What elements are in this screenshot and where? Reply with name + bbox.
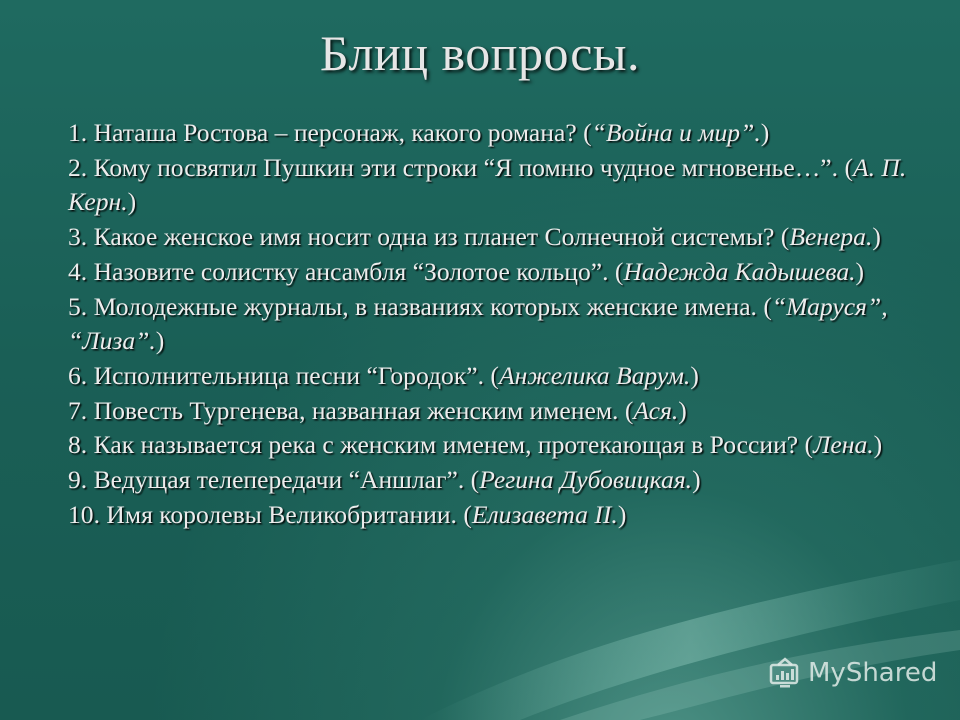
answer-close-paren: ) [872, 222, 881, 252]
question-item [68, 255, 908, 290]
myshared-logo-icon [768, 656, 802, 690]
answer-text: Венера. [789, 222, 873, 252]
answer-close-paren: ) [127, 187, 137, 217]
question-number: 5. [68, 291, 88, 321]
answer-text: Ася. [633, 395, 679, 425]
question-item [68, 498, 908, 533]
question-number: 8. [68, 430, 88, 460]
question-list [68, 116, 908, 532]
answer-open-paren: ( [583, 118, 592, 147]
answer-text: “Маруся”, “Лиза”. [68, 291, 888, 356]
question-number: 7. [68, 395, 88, 425]
answer-close-paren: ) [760, 118, 770, 147]
answer-open-paren: ( [780, 222, 790, 252]
answer-open-paren: ( [463, 499, 472, 529]
question-text: Как называется река с женским именем, протекающая в России? [87, 430, 805, 460]
question-text: Ведущая телепередачи “Аншлаг”. [87, 465, 471, 495]
watermark-label: MyShared [808, 658, 938, 688]
answer-open-paren: ( [490, 360, 499, 390]
answer-text: Регина Дубовицкая. [479, 465, 693, 495]
question-item [68, 428, 908, 463]
question-item [68, 116, 908, 151]
answer-close-paren: ) [873, 430, 883, 460]
question-number: 10. [68, 499, 100, 529]
question-text: Наташа Ростова – персонаж, какого романа? [87, 118, 584, 147]
question-text: Назовите солистку ансамбля “Золотое кольцо”. [87, 256, 615, 286]
question-number: 2. [68, 152, 88, 182]
question-item [68, 359, 908, 394]
answer-close-paren: ) [855, 256, 865, 286]
question-text: Повесть Тургенева, названная женским именем. [87, 395, 625, 425]
answer-text: Елизавета II. [471, 499, 618, 529]
answer-text: Лена. [813, 430, 874, 460]
question-text: Какое женское имя носит одна из планет Солнечной системы? [87, 222, 781, 252]
question-number: 3. [68, 222, 88, 252]
answer-open-paren: ( [844, 152, 853, 182]
question-item [68, 220, 908, 255]
slide-title: Блиц вопросы. [319, 25, 641, 81]
question-text: Молодежные журналы, в названиях которых женские имена. [87, 291, 764, 321]
answer-open-paren: ( [763, 291, 772, 321]
answer-open-paren: ( [470, 465, 480, 495]
question-text: Исполнительница песни “Городок”. [87, 360, 491, 390]
myshared-watermark[interactable] [768, 654, 937, 692]
question-number: 6. [68, 360, 88, 390]
answer-close-paren: ) [692, 465, 701, 495]
answer-close-paren: ) [678, 395, 687, 425]
answer-close-paren: ) [690, 360, 699, 390]
answer-text: Анжелика Варум. [498, 360, 691, 390]
question-text: Имя королевы Великобритании. [100, 499, 464, 529]
answer-text: А. П. Керн. [68, 152, 907, 217]
answer-close-paren: ) [617, 499, 627, 529]
answer-text: Надежда Кадышева. [623, 256, 856, 286]
question-number: 1. [68, 118, 88, 147]
question-item [68, 394, 908, 429]
question-text: Кому посвятил Пушкин эти строки “Я помню чудное мгновенье…”. [87, 152, 845, 182]
answer-close-paren: ) [155, 326, 165, 356]
answer-open-paren: ( [804, 430, 814, 460]
question-number: 4. [68, 256, 88, 286]
question-item [68, 463, 908, 498]
answer-open-paren: ( [624, 395, 634, 425]
question-item [68, 290, 908, 359]
answer-open-paren: ( [614, 256, 624, 286]
question-number: 9. [68, 465, 88, 495]
question-item [68, 151, 908, 220]
answer-text: “Война и мир”. [591, 118, 761, 147]
